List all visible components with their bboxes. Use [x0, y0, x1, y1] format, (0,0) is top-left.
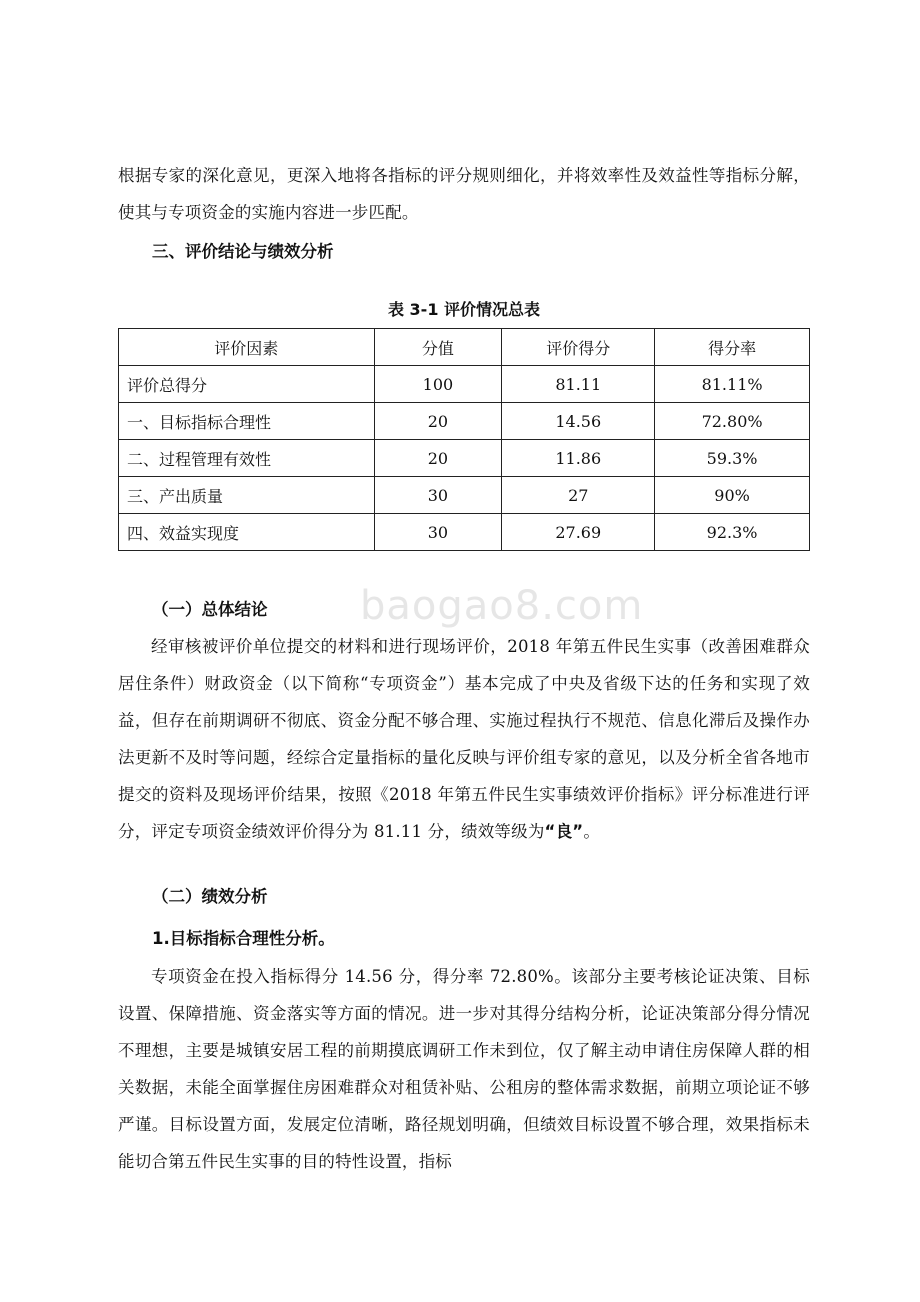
overall-conclusion-paragraph	[118, 628, 810, 850]
cell-evaluation-score: 11.86	[502, 440, 655, 477]
overall-text: 经审核被评价单位提交的材料和进行现场评价，2018 年第五件民生实事（改善困难群众居住条件）财政资金（以下简称“专项资金”）基本完成了中央及省级下达的任务和实现了效益，但存在前期调研不彻底、资金分配不够合理、实施过程执行不规范、信息化滞后及操作办法更新不及时等问题，经综合定量指标的量化反映与评价组专家的意见，以及分析全省各地市提交的资料及现场评价结果，按照《2018 年第五件民生实事绩效评价指标》评分标准进行评分，评定专项资金绩效评价得分为 81.11 分，绩效等级为	[118, 637, 810, 841]
cell-score-rate: 92.3%	[655, 514, 810, 551]
cell-score-value: 100	[374, 366, 502, 403]
cell-evaluation-score: 27.69	[502, 514, 655, 551]
header-score-rate: 得分率	[655, 329, 810, 366]
cell-score-value: 20	[374, 403, 502, 440]
header-score-value: 分值	[374, 329, 502, 366]
target-rationality-heading: 1.目标指标合理性分析。	[152, 929, 335, 948]
performance-grade: “良”	[544, 822, 584, 841]
overall-conclusion-heading: （一）总体结论	[152, 600, 268, 619]
cell-score-rate: 59.3%	[655, 440, 810, 477]
intro-paragraph: 根据专家的深化意见，更深入地将各指标的评分规则细化，并将效率性及效益性等指标分解，使其与专项资金的实施内容进一步匹配。	[118, 166, 810, 222]
table-row	[119, 366, 810, 403]
cell-score-value: 30	[374, 477, 502, 514]
evaluation-summary-table	[118, 328, 810, 551]
cell-score-rate: 90%	[655, 477, 810, 514]
cell-score-value: 20	[374, 440, 502, 477]
section-heading-3: 三、评价结论与绩效分析	[152, 242, 334, 261]
cell-evaluation-score: 14.56	[502, 403, 655, 440]
table-row	[119, 403, 810, 440]
cell-evaluation-score: 81.11	[502, 366, 655, 403]
cell-score-rate: 81.11%	[655, 366, 810, 403]
cell-factor: 四、效益实现度	[119, 514, 375, 551]
target-rationality-paragraph: 专项资金在投入指标得分 14.56 分，得分率 72.80%。该部分主要考核论证决策、目标设置、保障措施、资金落实等方面的情况。进一步对其得分结构分析，论证决策部分得分情况不理想，主要是城镇安居工程的前期摸底调研工作未到位，仅了解主动申请住房保障人群的相关数据，未能全面掌握住房困难群众对租赁补贴、公租房的整体需求数据，前期立项论证不够严谨。目标设置方面，发展定位清晰，路径规划明确，但绩效目标设置不够合理，效果指标未能切合第五件民生实事的目的特性设置，指标	[118, 967, 810, 1171]
cell-evaluation-score: 27	[502, 477, 655, 514]
cell-factor: 二、过程管理有效性	[119, 440, 375, 477]
cell-factor: 三、产出质量	[119, 477, 375, 514]
table-header-row	[119, 329, 810, 366]
table-row	[119, 477, 810, 514]
table-row	[119, 440, 810, 477]
cell-score-rate: 72.80%	[655, 403, 810, 440]
cell-score-value: 30	[374, 514, 502, 551]
performance-analysis-heading: （二）绩效分析	[152, 887, 268, 906]
overall-text-end: 。	[583, 822, 601, 841]
table-row	[119, 514, 810, 551]
cell-factor: 评价总得分	[119, 366, 375, 403]
watermark: baogao8.com	[360, 583, 644, 629]
table-caption: 表 3-1 评价情况总表	[387, 300, 541, 319]
cell-factor: 一、目标指标合理性	[119, 403, 375, 440]
header-factor: 评价因素	[119, 329, 375, 366]
header-evaluation-score: 评价得分	[502, 329, 655, 366]
